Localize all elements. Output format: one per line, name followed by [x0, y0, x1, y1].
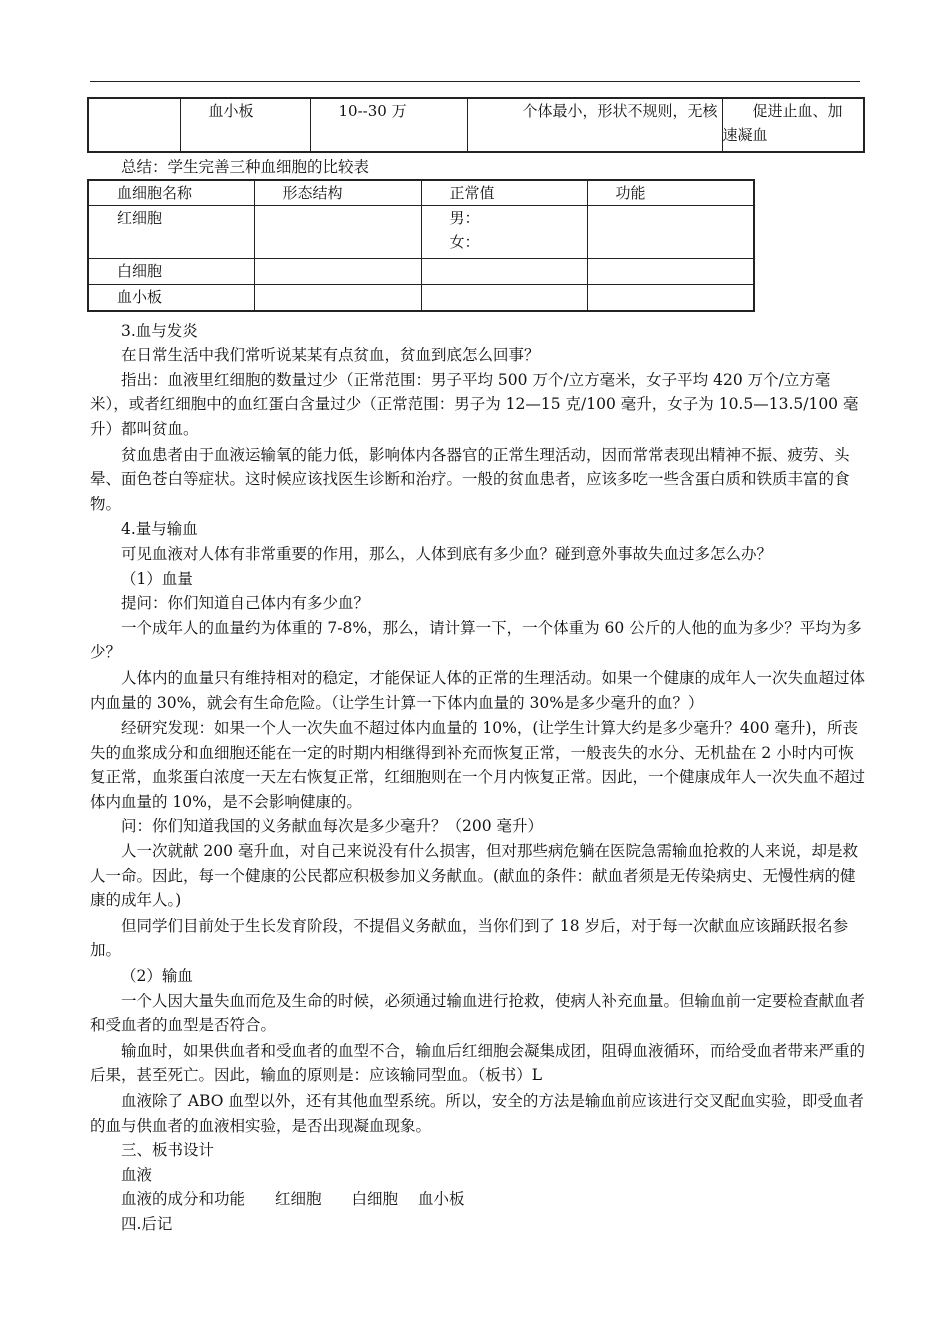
- normal-male: 男：: [449, 209, 480, 227]
- paragraph: 问：你们知道我国的义务献血每次是多少毫升？（200 毫升）: [121, 817, 544, 836]
- table-spacer: [90, 180, 865, 319]
- board-item: 红细胞: [275, 1190, 322, 1209]
- section-heading: 三、板书设计: [121, 1141, 215, 1160]
- document-body: [90, 155, 865, 1237]
- table-cell-empty: [88, 98, 180, 152]
- table-cell-name: 白细胞: [88, 259, 254, 285]
- paragraph: 一个人因大量失血而危及生命的时候，必须通过输血进行抢救，使病人补充血量。但输血前一定要检查献血者和受血者的血型是否符合。: [90, 991, 866, 1035]
- paragraph: 血液除了 ABO 血型以外，还有其他血型系统。所以，安全的方法是输血前应该进行交叉配血实验，即受血者的血与供血者的血液相实验，是否出现凝血现象。: [90, 1092, 864, 1135]
- table-header-cell: 正常值: [421, 180, 587, 206]
- paragraph: 一个成年人的血量约为体重的 7-8%，那么，请计算一下，一个体重为 60 公斤的人他的血为多少？平均为多少？: [90, 618, 862, 662]
- table-row: [88, 98, 864, 152]
- table-header-cell: 功能: [587, 180, 754, 206]
- section-heading: 3.血与发炎: [121, 321, 198, 340]
- table-header-cell: 血细胞名称: [88, 180, 254, 206]
- normal-female: 女：: [449, 233, 480, 251]
- paragraph: 在日常生活中我们常听说某某有点贫血，贫血到底怎么回事？: [121, 346, 540, 365]
- board-label: 血液的成分和功能: [121, 1190, 246, 1209]
- subsection-heading: （2）输血: [121, 967, 193, 986]
- table-header-cell: 形态结构: [254, 180, 421, 206]
- paragraph: 但同学们目前处于生长发育阶段，不提倡义务献血，当你们到了 18 岁后，对于每一次献血应该踊跃报名参加。: [90, 916, 849, 960]
- paragraph: 可见血液对人体有非常重要的作用，那么，人体到底有多少血？碰到意外事故失血过多怎么办？: [121, 544, 773, 563]
- paragraph: 指出：血液里红细胞的数量过少（正常范围：男子平均 500 万个/立方毫米，女子平均 420 万个/立方毫米），或者红细胞中的血红蛋白含量过少（正常范围：男子为 12—15 克/100 毫升，女子为 10.5—13.5/100 毫升）都叫贫血。: [90, 370, 859, 438]
- paragraph: 人体内的血量只有维持相对的稳定，才能保证人体的正常的生理活动。如果一个健康的成年人一次失血超过体内血量的 30%，就会有生命危险。（让学生计算一下体内血量的 30%是多少毫升的血？）: [90, 668, 866, 712]
- table-cell-name: 血小板: [88, 285, 254, 312]
- section-heading: 四.后记: [121, 1214, 173, 1233]
- subsection-heading: （1）血量: [121, 569, 193, 588]
- table-cell-structure: 个体最小，形状不规则，无核: [467, 98, 722, 152]
- blood-cell-table-continued: [87, 97, 865, 153]
- board-item: 白细胞: [351, 1190, 399, 1209]
- function-line-2: 速凝血: [722, 126, 768, 144]
- table-cell-name: 红细胞: [88, 206, 254, 259]
- table-cell-function: [722, 98, 864, 152]
- paragraph: 经研究发现：如果一个人一次失血不超过体内血量的 10%，(让学生计算大约是多少毫升？400 毫升)，所丧失的血浆成分和血细胞还能在一定的时期内相继得到补充而恢复正常，一般丧失的水分、无机盐在 2 小时内可恢复正常，血浆蛋白浓度一天左右恢复正常，红细胞则在一个月内恢复正常。因此，一个健康成年人一次失血不超过体内血量的 10%，是不会影响健康的。: [90, 719, 866, 811]
- section-heading: 4.量与输血: [121, 520, 198, 539]
- table-cell-name: 血小板: [180, 98, 310, 152]
- function-line-1: 促进止血、加: [752, 102, 843, 120]
- header-rule: [90, 81, 860, 82]
- paragraph: 人一次就献 200 毫升血，对自己来说没有什么损害，但对那些病危躺在医院急需输血抢救的人来说，却是救人一命。因此，每一个健康的公民都应积极参加义务献血。(献血的条件：献血者须是无传染病史、无慢性病的健康的成年人。): [90, 842, 858, 910]
- board-item: 血小板: [418, 1190, 465, 1209]
- paragraph: 血液: [121, 1165, 153, 1184]
- board-design-line: [90, 1187, 865, 1212]
- summary-title: 总结：学生完善三种血细胞的比较表: [121, 158, 370, 176]
- paragraph: 贫血患者由于血液运输氧的能力低，影响体内各器官的正常生理活动，因而常常表现出精神不振、疲劳、头晕、面色苍白等症状。这时候应该找医生诊断和治疗。一般的贫血患者，应该多吃一些含蛋白质和铁质丰富的食物。: [90, 445, 850, 513]
- paragraph: 输血时，如果供血者和受血者的血型不合，输血后红细胞会凝集成团，阻碍血液循环，而给受血者带来严重的后果，甚至死亡。因此，输血的原则是：应该输同型血。（板书）L: [90, 1041, 866, 1085]
- paragraph: 提问：你们知道自己体内有多少血？: [121, 594, 370, 613]
- table-cell-count: 10--30 万: [310, 98, 467, 152]
